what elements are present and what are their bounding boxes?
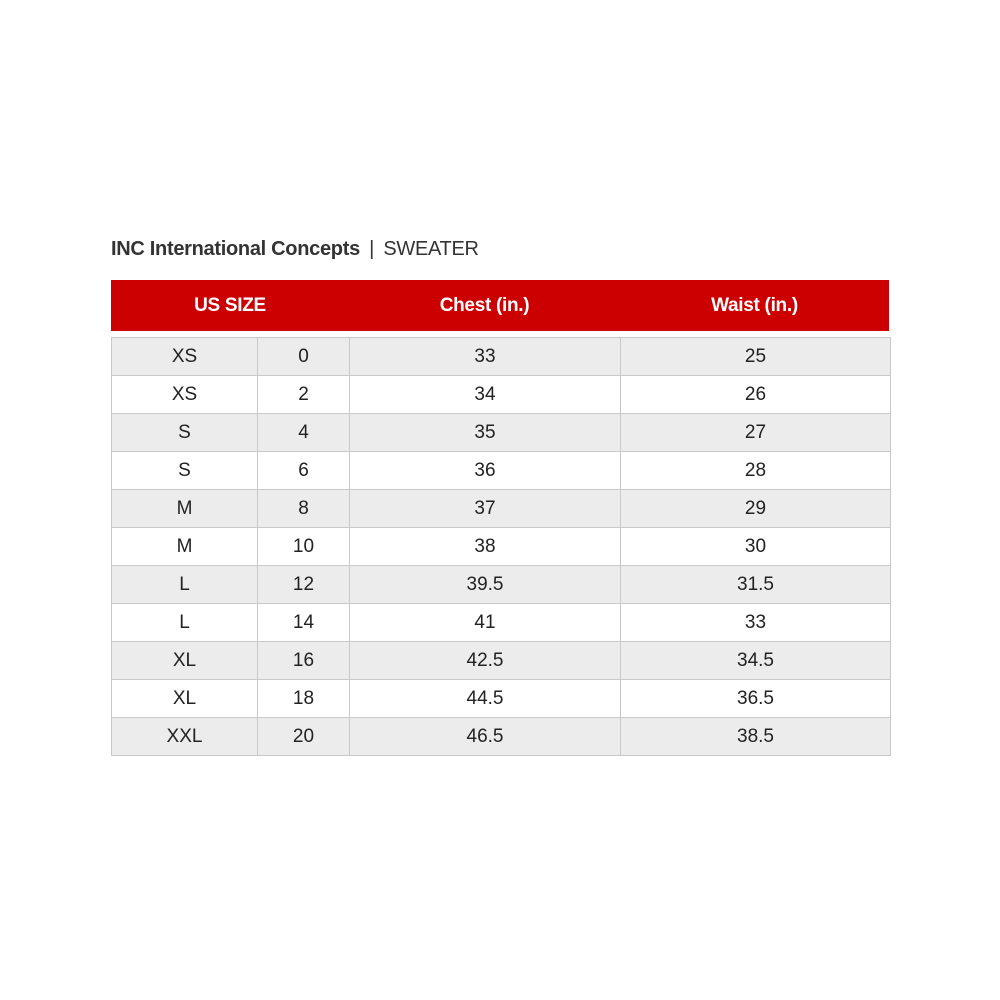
header-chest: Chest (in.) [439, 295, 530, 316]
waist-cell: 25 [621, 338, 891, 376]
numeric-size-cell: 6 [258, 452, 350, 490]
chest-cell: 35 [350, 414, 621, 452]
waist-cell: 29 [621, 490, 891, 528]
letter-size-cell: S [112, 414, 258, 452]
chest-cell: 33 [350, 338, 621, 376]
numeric-size-cell: 16 [258, 642, 350, 680]
waist-cell: 30 [621, 528, 891, 566]
letter-size-cell: L [112, 566, 258, 604]
size-chart-header [111, 280, 889, 331]
letter-size-cell: M [112, 490, 258, 528]
chest-cell: 36 [350, 452, 621, 490]
table-row [112, 718, 891, 756]
letter-size-cell: XL [112, 642, 258, 680]
table-row [112, 376, 891, 414]
table-row [112, 566, 891, 604]
table-row [112, 452, 891, 490]
chest-cell: 42.5 [350, 642, 621, 680]
chest-cell: 39.5 [350, 566, 621, 604]
size-chart-table [111, 337, 891, 756]
waist-cell: 33 [621, 604, 891, 642]
numeric-size-cell: 14 [258, 604, 350, 642]
letter-size-cell: L [112, 604, 258, 642]
numeric-size-cell: 12 [258, 566, 350, 604]
numeric-size-cell: 20 [258, 718, 350, 756]
waist-cell: 31.5 [621, 566, 891, 604]
table-row [112, 680, 891, 718]
chest-cell: 44.5 [350, 680, 621, 718]
table-row [112, 338, 891, 376]
table-row [112, 642, 891, 680]
page-title [111, 238, 479, 261]
letter-size-cell: S [112, 452, 258, 490]
numeric-size-cell: 10 [258, 528, 350, 566]
size-chart-body [112, 338, 891, 756]
table-row [112, 414, 891, 452]
chest-cell: 41 [350, 604, 621, 642]
brand-name: INC International Concepts [111, 238, 360, 260]
waist-cell: 27 [621, 414, 891, 452]
chest-cell: 34 [350, 376, 621, 414]
product-category: SWEATER [383, 238, 479, 260]
waist-cell: 34.5 [621, 642, 891, 680]
letter-size-cell: XS [112, 376, 258, 414]
table-row [112, 528, 891, 566]
letter-size-cell: XL [112, 680, 258, 718]
numeric-size-cell: 18 [258, 680, 350, 718]
numeric-size-cell: 4 [258, 414, 350, 452]
table-row [112, 490, 891, 528]
title-separator: | [369, 238, 375, 260]
letter-size-cell: XS [112, 338, 258, 376]
waist-cell: 38.5 [621, 718, 891, 756]
numeric-size-cell: 8 [258, 490, 350, 528]
chest-cell: 37 [350, 490, 621, 528]
letter-size-cell: M [112, 528, 258, 566]
waist-cell: 28 [621, 452, 891, 490]
waist-cell: 26 [621, 376, 891, 414]
numeric-size-cell: 2 [258, 376, 350, 414]
waist-cell: 36.5 [621, 680, 891, 718]
header-us-size: US SIZE [194, 295, 266, 316]
table-row [112, 604, 891, 642]
chest-cell: 46.5 [350, 718, 621, 756]
header-waist: Waist (in.) [711, 295, 798, 316]
numeric-size-cell: 0 [258, 338, 350, 376]
letter-size-cell: XXL [112, 718, 258, 756]
chest-cell: 38 [350, 528, 621, 566]
